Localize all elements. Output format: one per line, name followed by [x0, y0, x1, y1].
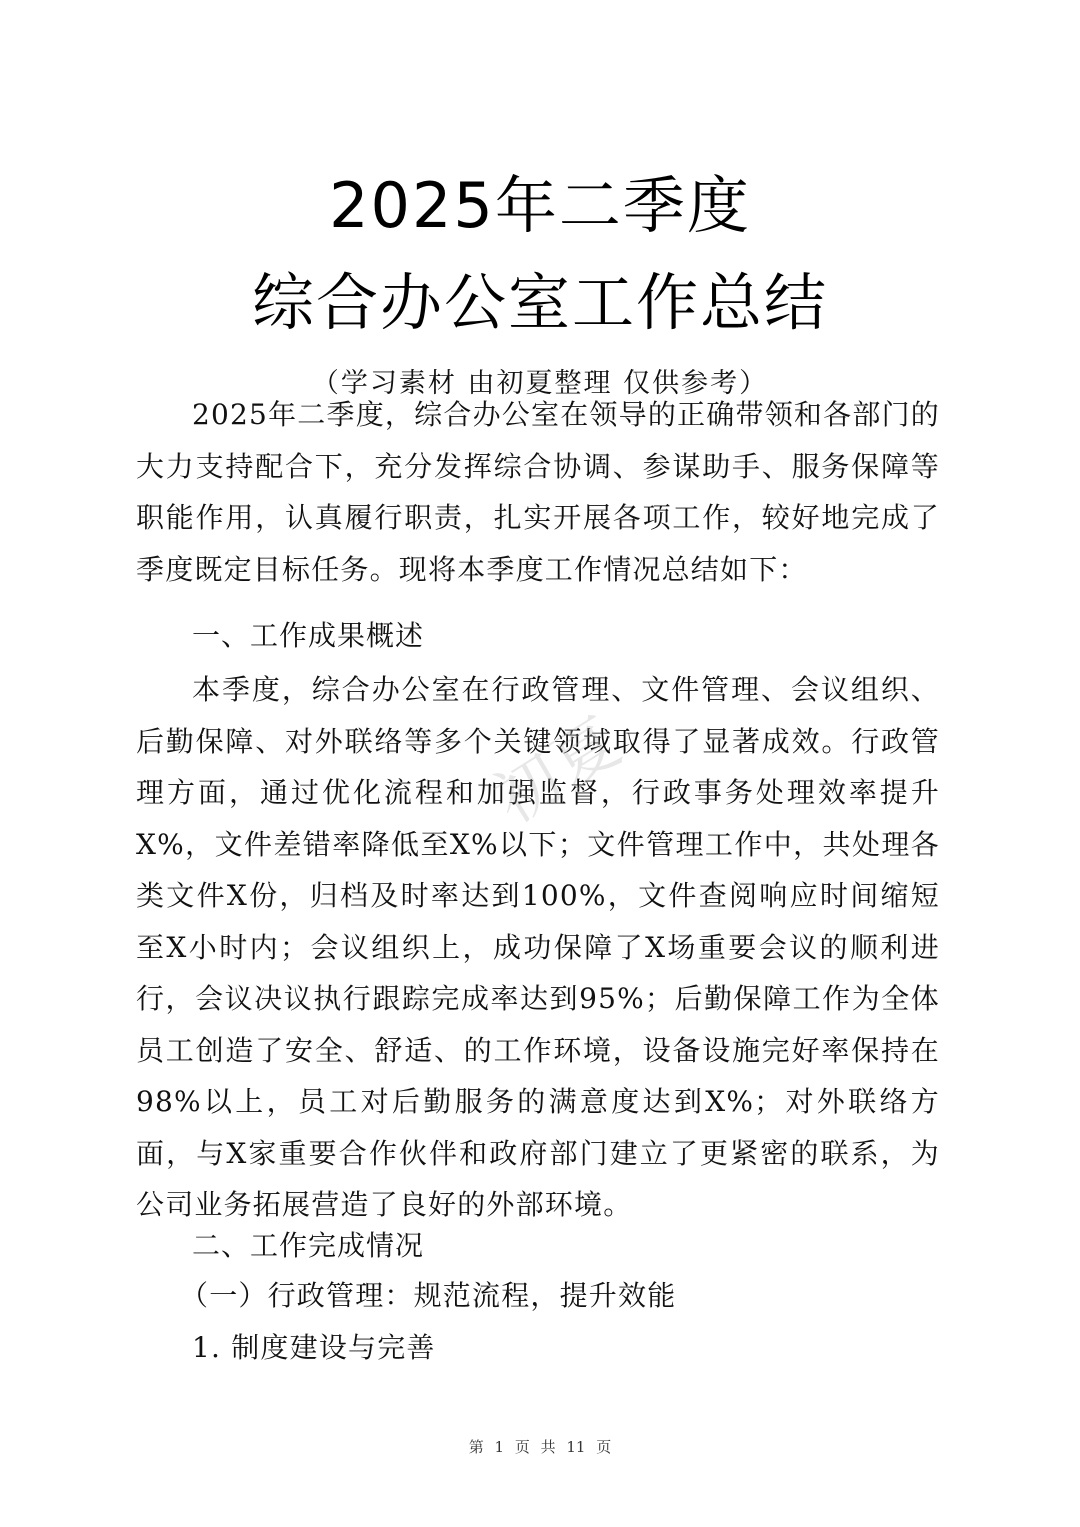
intro-paragraph: 2025年二季度，综合办公室在领导的正确带领和各部门的大力支持配合下，充分发挥综合协调、参谋助手、服务保障等职能作用，认真履行职责，扎实开展各项工作，较好地完成了季度既定目标任务。现将本季度工作情况总结如下：	[136, 398, 940, 586]
document-subtitle: （学习素材 由初夏整理 仅供参考）	[311, 368, 769, 399]
item1-heading: 1. 制度建设与完善	[192, 1331, 436, 1364]
section1-paragraph: 本季度，综合办公室在行政管理、文件管理、会议组织、后勤保障、对外联络等多个关键领域取得了显著成效。行政管理方面，通过优化流程和加强监督，行政事务处理效率提升X%，文件差错率降低至X%以下；文件管理工作中，共处理各类文件X份，归档及时率达到100%，文件查阅响应时间缩短至X小时内；会议组织上，成功保障了X场重要会议的顺利进行，会议决议执行跟踪完成率达到95%；后勤保障工作为全体员工创造了安全、舒适、的工作环境，设备设施完好率保持在98%以上，员工对后勤服务的满意度达到X%；对外联络方面，与X家重要合作伙伴和政府部门建立了更紧密的联系，为公司业务拓展营造了良好的外部环境。	[136, 673, 940, 1221]
page-footer: 第 1 页 共 11 页	[468, 1438, 612, 1456]
section1-heading: 一、工作成果概述	[192, 619, 425, 652]
watermark-text: 初夏	[481, 703, 637, 839]
section2-heading: 二、工作完成情况	[192, 1229, 425, 1262]
document-title-line2: 综合办公室工作总结	[251, 266, 828, 339]
document-title-line1: 2025年二季度	[329, 169, 751, 242]
subsection1-heading: （一）行政管理：规范流程，提升效能	[180, 1279, 677, 1312]
